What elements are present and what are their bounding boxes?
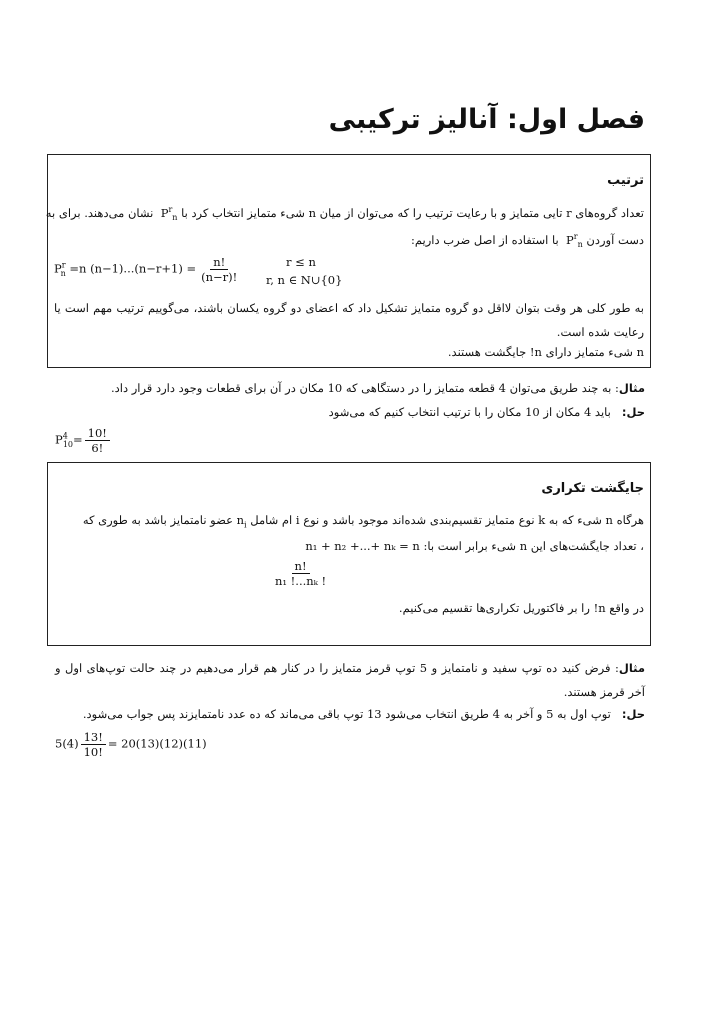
paragraph-line: هرگاه n شیء که به k نوع متمایز تقسیم‌بندی شده‌اند موجود باشد و نوع i ام شامل $n_i$ عضو نامتمایز باشد به طوری که	[82, 513, 644, 530]
multinomial-formula: $\frac{n!}{\text{n₁ !...nₖ !}}$	[275, 559, 327, 588]
paragraph: در واقع n! را بر فاکتوریل تکراری‌ها تقسیم می‌کنیم.	[398, 601, 644, 615]
condition-1: r ≤ n	[286, 255, 316, 269]
condition-2: r, n ∈ N∪{0}	[266, 273, 343, 287]
paragraph-line: ، تعداد جایگشت‌های این n شیء برابر است با: n₁ + n₂ +...+ nₖ = n	[305, 539, 644, 553]
section-heading: جایگشت تکراری	[541, 481, 644, 496]
solution-2: حل: توپ اول به 5 و آخر به 4 طریق انتخاب می‌شود 13 توپ باقی می‌ماند که ده عدد نامتمایزند پس جواب می‌شود.	[82, 707, 645, 721]
paragraph-line: دست آوردن $P^r_n$ با استفاده از اصل ضرب داریم:	[411, 232, 644, 250]
solution-1: حل: باید 4 مکان از 10 مکان را با ترتیب انتخاب کنیم که می‌شود	[328, 405, 645, 419]
paragraph: n شیء متمایز دارای n! جایگشت هستند.	[447, 345, 644, 359]
paragraph-line: تعداد گروه‌های r تایی متمایز و با رعایت ترتیب را که می‌توان از میان n شیء متمایز انتخاب کرد با $P^r_n$ نشان می‌دهند. برای به	[45, 205, 644, 223]
section-heading: ترتیب	[607, 173, 644, 188]
example-2-formula: 5(4) $\frac{13!}{10!}$ = 20(13)(12)(11)	[55, 730, 207, 759]
example-1: مثال: به چند طریق می‌توان 4 قطعه متمایز را در دستگاهی که 10 مکان در آن برای قطعات وجود دارد قرار داد.	[110, 381, 645, 395]
paragraph: به طور کلی هر وقت بتوان لااقل دو گروه متمایز تشکیل داد که اعضای دو گروه یکسان باشند، می‌گوییم ترتیب مهم است یا رعایت شده است.	[54, 301, 644, 339]
definition-box-repeated-permutation	[47, 462, 651, 646]
example-2: مثال: فرض کنید ده توپ سفید و نامتمایز و 5 توپ قرمز متمایز را در کنار هم قرار می‌دهیم در چند حالت توپ‌های اول و آخر قرمز هستند.	[55, 661, 645, 699]
permutation-formula: $P^r_n =n$ (n−1)...(n−r+1) = $\frac{n!}{(n-r)!}$	[54, 255, 238, 284]
page-title: فصل اول: آنالیز ترکیبی	[328, 104, 645, 135]
example-1-formula: $P^4_{10}=$ $\frac{10!}{6!}$	[55, 426, 112, 455]
definition-box-permutation	[47, 154, 651, 368]
